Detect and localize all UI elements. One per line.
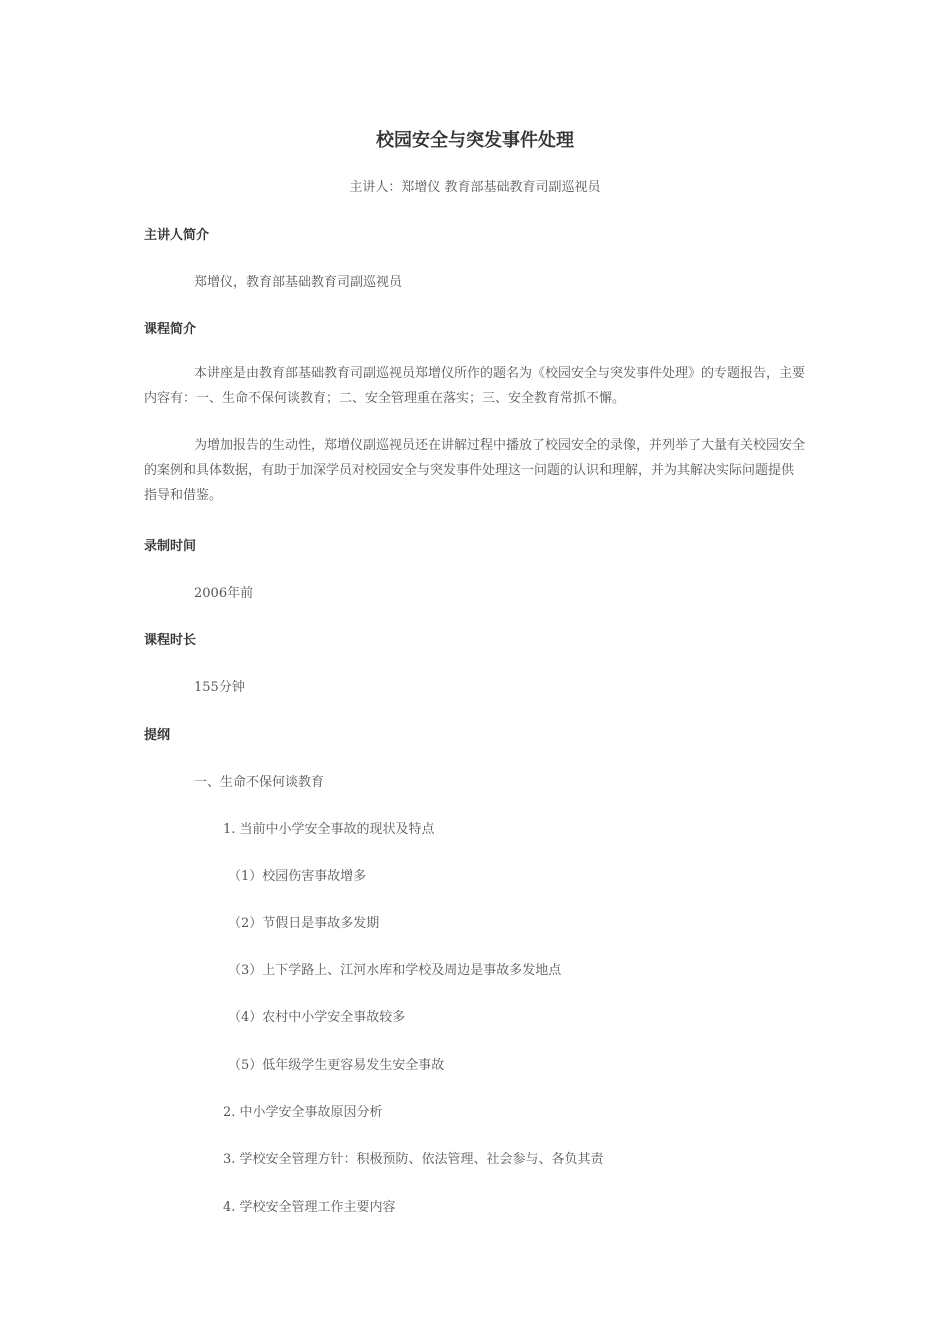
outline-part-1: 一、生命不保何谈教育 xyxy=(194,775,325,790)
presenter-text: 郑增仪，教育部基础教育司副巡视员 xyxy=(194,275,403,290)
page-title: 校园安全与突发事件处理 xyxy=(376,130,574,151)
outline-subitem-4: （4）农村中小学安全事故较多 xyxy=(228,1010,406,1025)
outline-subitem-3: （3）上下学路上、江河水库和学校及周边是事故多发地点 xyxy=(228,963,562,978)
outline-heading: 提纲 xyxy=(144,728,171,743)
outline-subitem-2: （2）节假日是事故多发期 xyxy=(228,916,380,931)
course-heading: 课程简介 xyxy=(144,322,197,337)
outline-item-1: 1. 当前中小学安全事故的现状及特点 xyxy=(223,822,435,837)
outline-item-4: 4. 学校安全管理工作主要内容 xyxy=(223,1200,396,1215)
duration-text: 155分钟 xyxy=(194,680,245,695)
record-heading: 录制时间 xyxy=(144,539,197,554)
record-text: 2006年前 xyxy=(194,586,254,601)
course-paragraph-2: 为增加报告的生动性，郑增仪副巡视员还在讲解过程中播放了校园安全的录像，并列举了大量有关校园安全的案例和具体数据，有助于加深学员对校园安全与突发事件处理这一问题的认识和理解，并为其解决实际问题提供指导和借鉴。 xyxy=(144,438,806,503)
outline-subitem-1: （1）校园伤害事故增多 xyxy=(228,869,367,884)
presenter-subtitle: 主讲人：郑增仪 教育部基础教育司副巡视员 xyxy=(349,180,601,195)
presenter-heading: 主讲人简介 xyxy=(144,228,210,243)
outline-item-3: 3. 学校安全管理方针：积极预防、依法管理、社会参与、各负其责 xyxy=(223,1152,604,1167)
duration-heading: 课程时长 xyxy=(144,633,197,648)
outline-subitem-5: （5）低年级学生更容易发生安全事故 xyxy=(228,1058,445,1073)
course-paragraph-1: 本讲座是由教育部基础教育司副巡视员郑增仪所作的题名为《校园安全与突发事件处理》的专题报告，主要内容有：一、生命不保何谈教育；二、安全管理重在落实；三、安全教育常抓不懈。 xyxy=(144,366,806,406)
outline-item-2: 2. 中小学安全事故原因分析 xyxy=(223,1105,383,1120)
